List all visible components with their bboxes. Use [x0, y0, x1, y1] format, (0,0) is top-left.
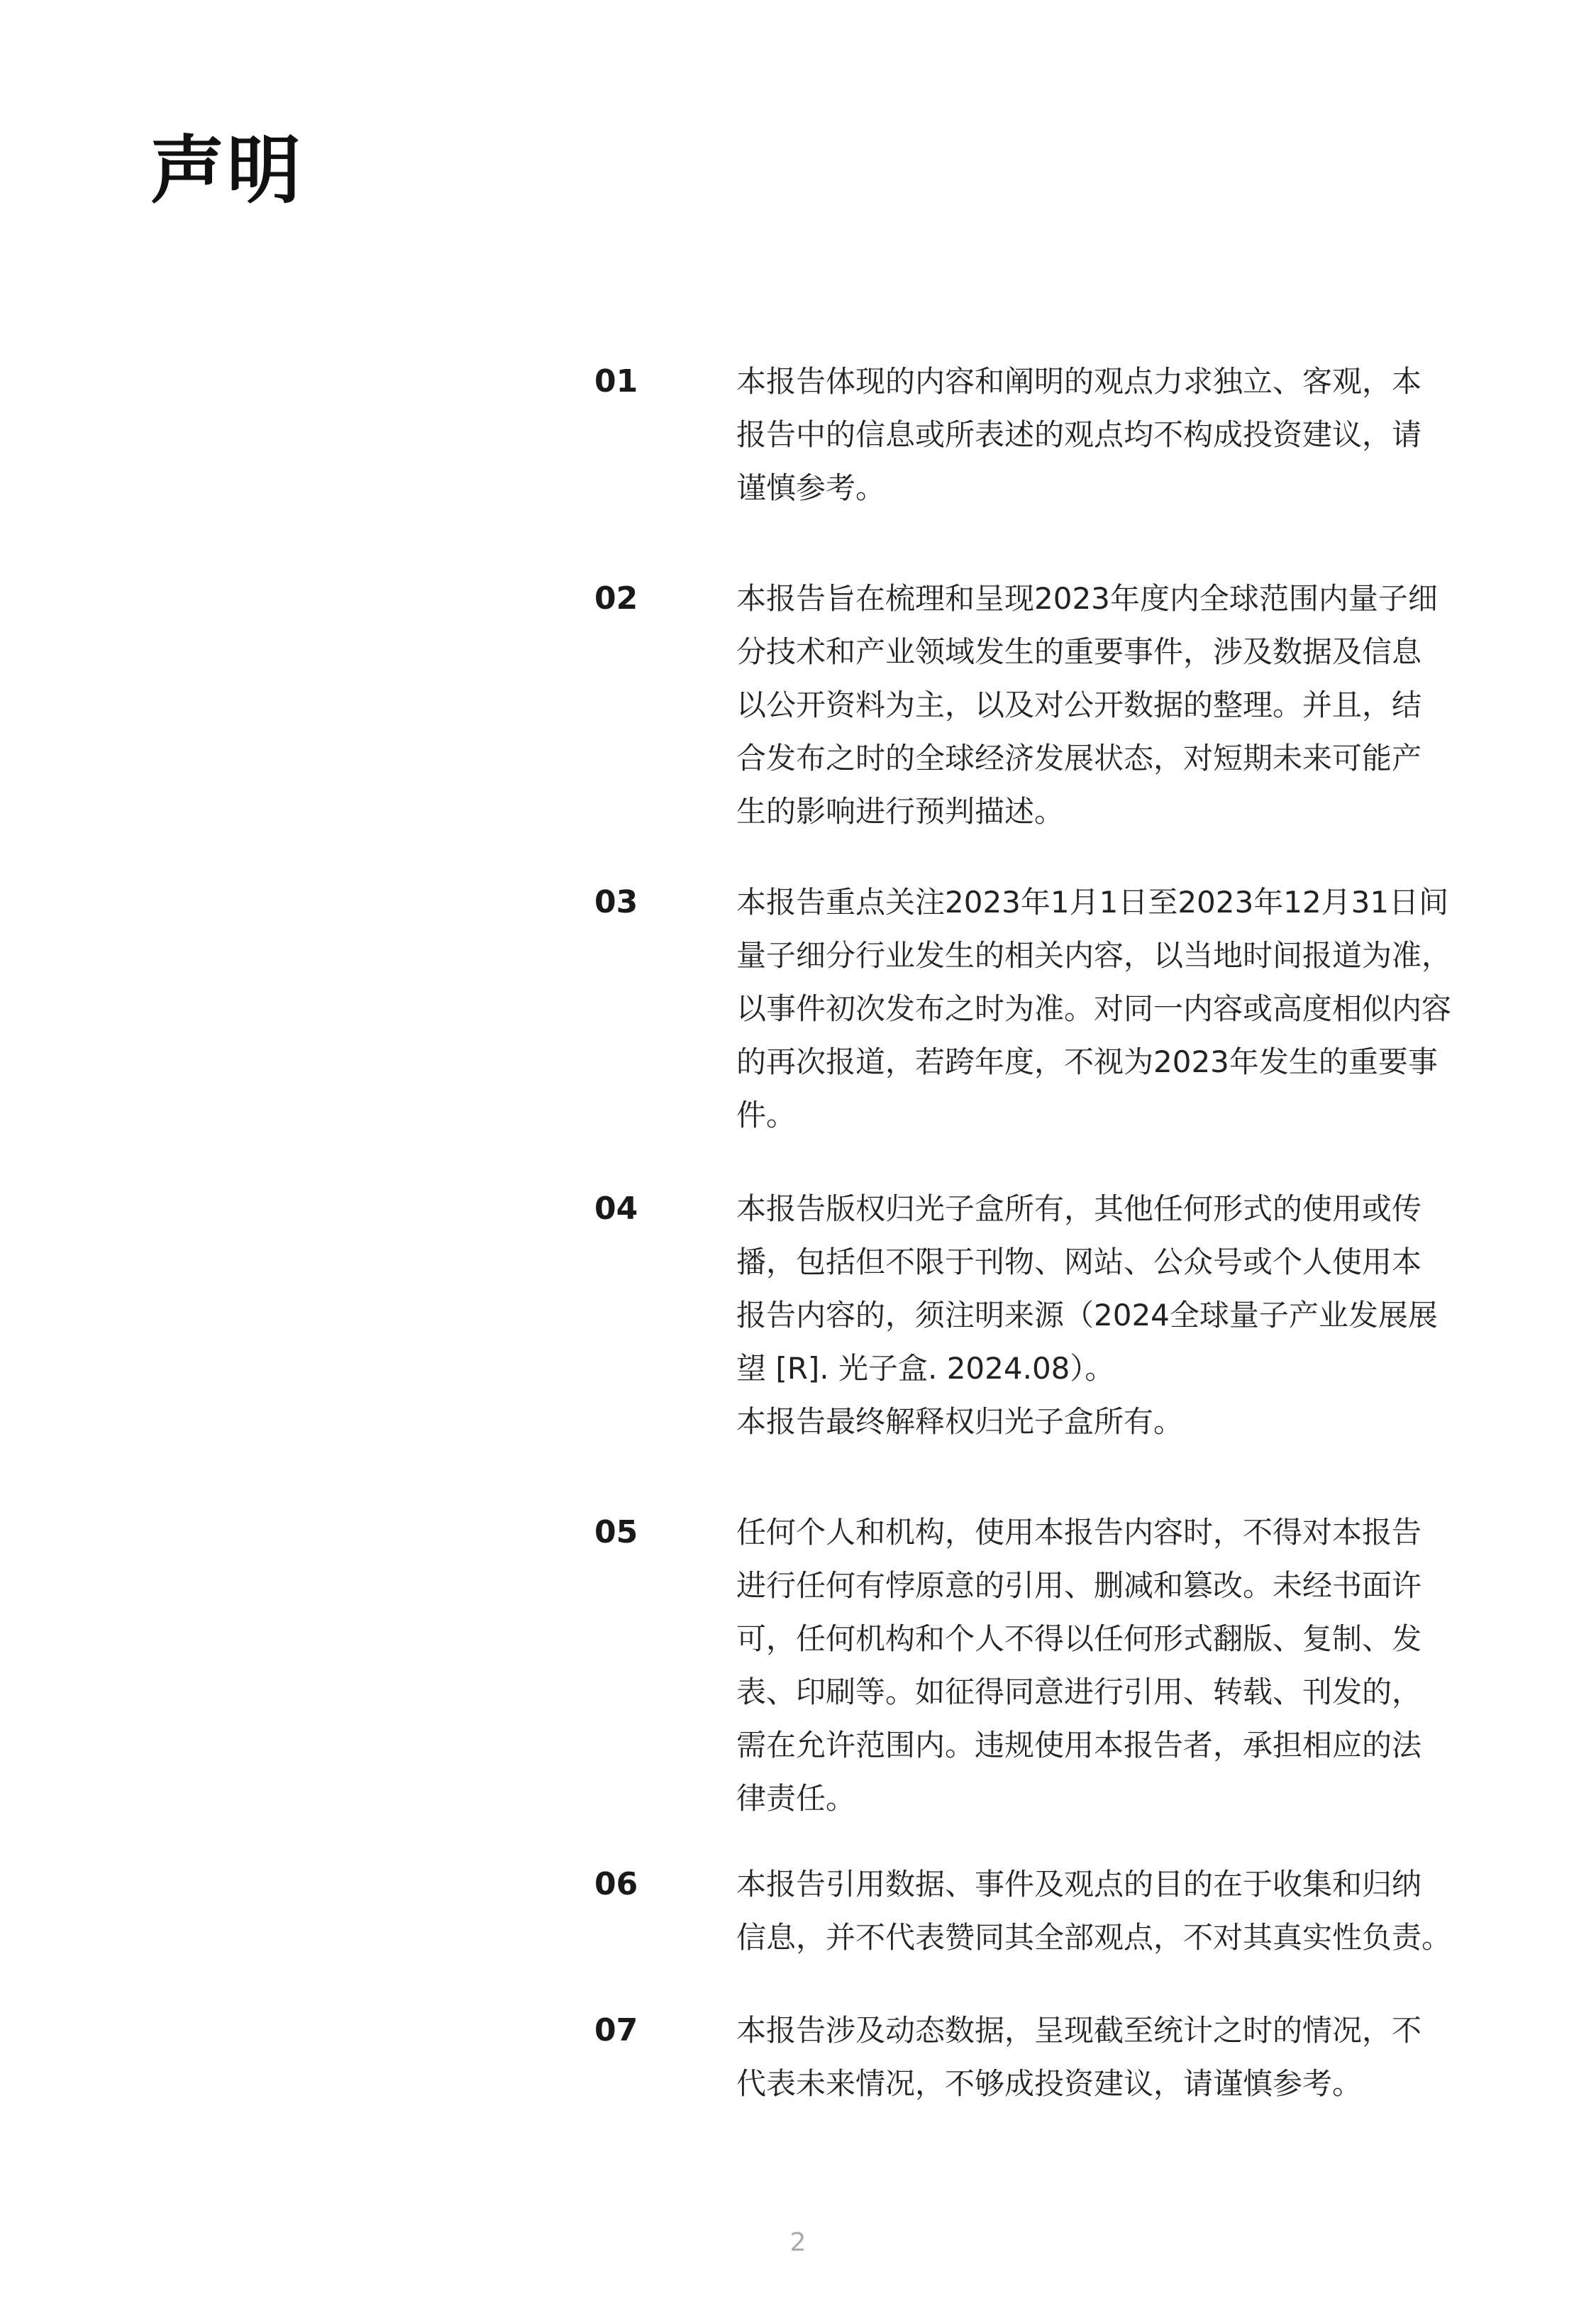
item-line: 代表未来情况，不够成投资建议，请谨慎参考。 [736, 2066, 1363, 2101]
item-number: 07 [594, 2012, 638, 2048]
item-number: 06 [594, 1866, 638, 1902]
item-line: 望 [R]. 光子盒. 2024.08）。 [736, 1351, 1115, 1386]
item-line: 进行任何有悖原意的引用、删减和篡改。未经书面许 [736, 1568, 1422, 1603]
item-line: 信息，并不代表赞同其全部观点，不对其真实性负责。 [736, 1920, 1452, 1955]
item-line: 本报告旨在梳理和呈现2023年度内全球范围内量子细 [736, 581, 1438, 616]
item-number: 05 [594, 1514, 638, 1550]
item-text [736, 1506, 1488, 1825]
page-title: 声明 [150, 126, 304, 214]
item-line: 以公开资料为主，以及对公开数据的整理。并且，结 [736, 688, 1422, 722]
item-number: 02 [594, 580, 638, 617]
item-line: 本报告引用数据、事件及观点的目的在于收集和归纳 [736, 1867, 1422, 1902]
item-line: 任何个人和机构，使用本报告内容时，不得对本报告 [736, 1515, 1422, 1550]
item-number: 03 [594, 884, 638, 920]
item-line: 谨慎参考。 [736, 470, 886, 505]
item-text [736, 572, 1488, 838]
item-line: 的再次报道，若跨年度，不视为2023年发生的重要事 [736, 1044, 1438, 1079]
item-line: 本报告体现的内容和阐明的观点力求独立、客观，本 [736, 364, 1422, 399]
item-line: 律责任。 [736, 1781, 856, 1816]
item-line: 生的影响进行预判描述。 [736, 794, 1065, 829]
item-line: 量子细分行业发生的相关内容，以当地时间报道为准， [736, 938, 1452, 973]
item-text [736, 1858, 1488, 1964]
item-text [736, 355, 1488, 514]
item-line: 播，包括但不限于刊物、网站、公众号或个人使用本 [736, 1245, 1422, 1279]
item-line: 本报告重点关注2023年1月1日至2023年12月31日间 [736, 885, 1449, 920]
item-line: 表、印刷等。如征得同意进行引用、转载、刊发的， [736, 1675, 1422, 1709]
item-line: 报告内容的，须注明来源（2024全球量子产业发展展 [736, 1298, 1438, 1333]
item-line: 合发布之时的全球经济发展状态，对短期未来可能产 [736, 741, 1422, 776]
item-number: 01 [594, 363, 638, 399]
item-line: 报告中的信息或所表述的观点均不构成投资建议，请 [736, 417, 1422, 452]
item-line: 本报告最终解释权归光子盒所有。 [736, 1404, 1184, 1439]
item-text [736, 876, 1488, 1142]
item-line: 件。 [736, 1098, 797, 1132]
page-number: 2 [789, 2228, 807, 2257]
item-text [736, 1182, 1488, 1448]
item-line: 可，任何机构和个人不得以任何形式翻版、复制、发 [736, 1621, 1422, 1656]
item-line: 分技术和产业领域发生的重要事件，涉及数据及信息 [736, 634, 1422, 669]
item-line: 需在允许范围内。违规使用本报告者，承担相应的法 [736, 1728, 1422, 1762]
item-text [736, 2004, 1488, 2110]
item-line: 本报告版权归光子盒所有，其他任何形式的使用或传 [736, 1191, 1422, 1226]
item-number: 04 [594, 1191, 638, 1227]
item-line: 以事件初次发布之时为准。对同一内容或高度相似内容 [736, 991, 1452, 1026]
item-line: 本报告涉及动态数据，呈现截至统计之时的情况，不 [736, 2013, 1422, 2048]
